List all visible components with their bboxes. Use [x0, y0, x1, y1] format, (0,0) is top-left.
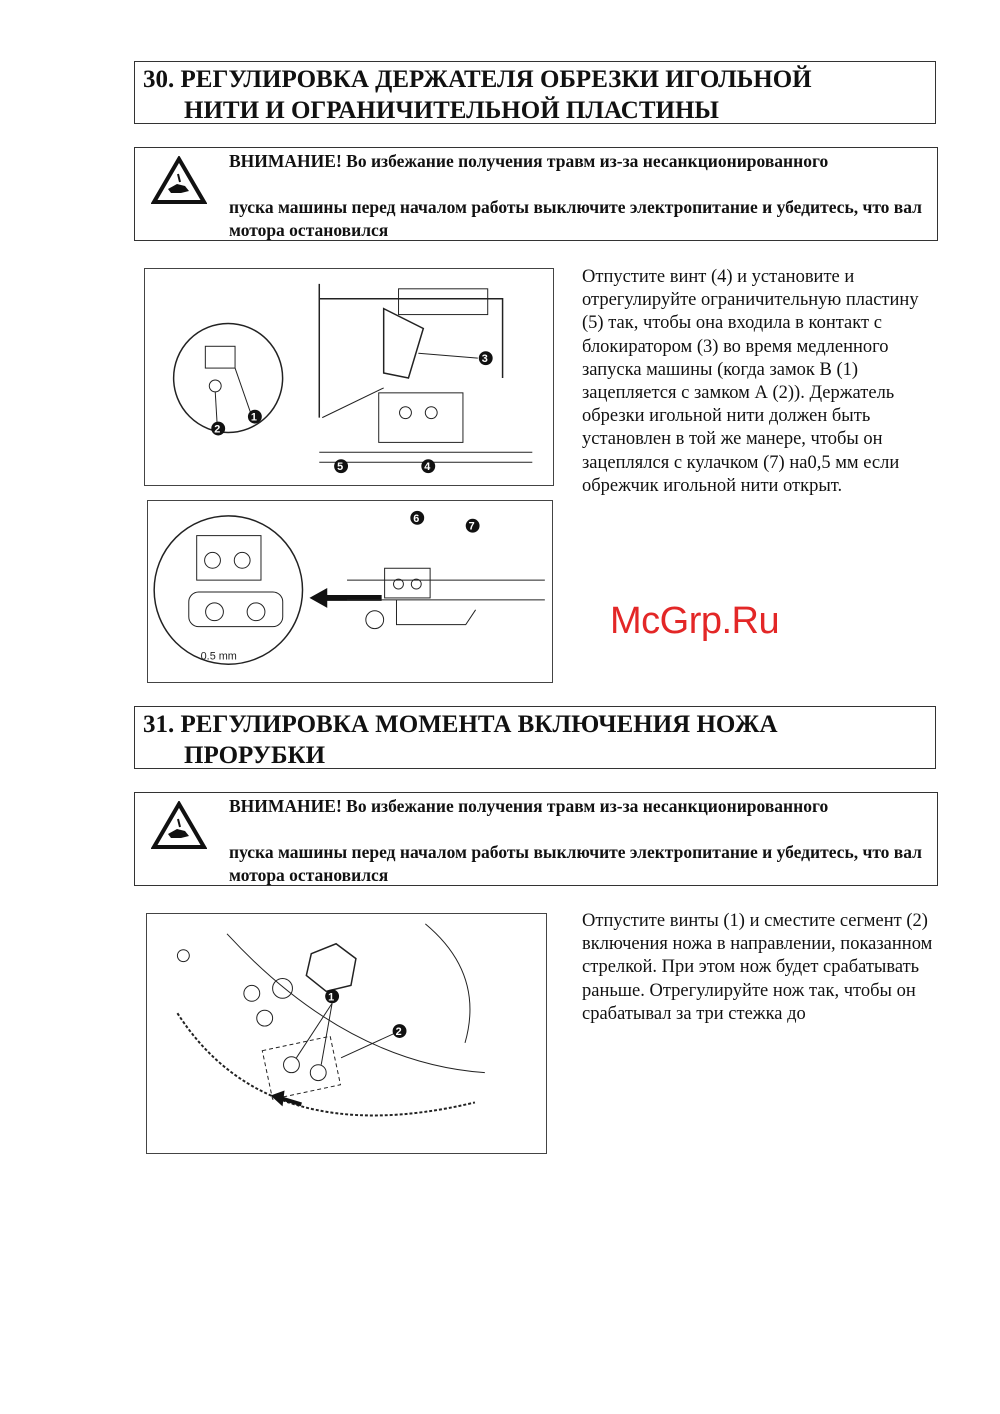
section-30-instructions: Отпустите винт (4) и установите и отрегулируйте ограничительную пластину (5) так, чтобы она входила в контакт с блокиратором (3) во время медленного запуска машины (когда замок В (1) зацепляется с замком А (2)). Держатель обрезки игольной нити должен быть установлен в той же манере, чтобы он зацеплялся с кулачком (7) на0,5 мм если обрежчик игольной нити открыт.: [582, 267, 919, 496]
figure-cam-clearance: [147, 500, 553, 683]
warning-line-1: ВНИМАНИЕ! Во избежание получения травм из-за несанкционированного: [229, 151, 829, 171]
callout-3: 3: [481, 353, 488, 366]
section-30-warning: [134, 147, 938, 241]
title-line-1: 30. РЕГУЛИРОВКА ДЕРЖАТЕЛЯ ОБРЕЗКИ ИГОЛЬНОЙ: [143, 66, 812, 93]
section-31-warning: [134, 792, 938, 886]
callout-1: 1: [328, 991, 335, 1004]
callout-6: 6: [413, 512, 420, 525]
title-line-1: 31. РЕГУЛИРОВКА МОМЕНТА ВКЛЮЧЕНИЯ НОЖА: [143, 711, 778, 738]
section-31-title: [134, 706, 936, 769]
figure-knife-segment: [146, 913, 547, 1154]
figure-plate-adjustment: [144, 268, 554, 486]
callout-2: 2: [214, 423, 221, 436]
warning-line-2: пуска машины перед началом работы выключите электропитание и убедитесь, что вал мотора остановился: [229, 842, 922, 885]
callout-5: 5: [337, 461, 344, 474]
watermark: McGrp.Ru: [610, 600, 780, 642]
section-31-instructions: Отпустите винты (1) и сместите сегмент (2) включения ножа в направлении, показанном стрелкой. При этом нож будет срабатывать раньше. Отрегулируйте нож так, чтобы он срабатывал за три стежка до: [582, 911, 933, 1024]
callout-1: 1: [250, 411, 257, 424]
callout-4: 4: [424, 461, 431, 474]
warning-line-1: ВНИМАНИЕ! Во избежание получения травм из-за несанкционированного: [229, 796, 829, 816]
title-line-2: ПРОРУБКИ: [184, 742, 326, 769]
callout-2: 2: [395, 1025, 402, 1038]
section-30-title: [134, 61, 936, 124]
hand-hazard-warning-icon: [151, 156, 207, 206]
callout-7: 7: [468, 520, 475, 533]
dimension-label: 0.5 mm: [200, 650, 237, 663]
title-line-2: НИТИ И ОГРАНИЧИТЕЛЬНОЙ ПЛАСТИНЫ: [184, 97, 719, 124]
warning-line-2: пуска машины перед началом работы выключите электропитание и убедитесь, что вал мотора остановился: [229, 197, 922, 240]
hand-hazard-warning-icon: [151, 801, 207, 851]
